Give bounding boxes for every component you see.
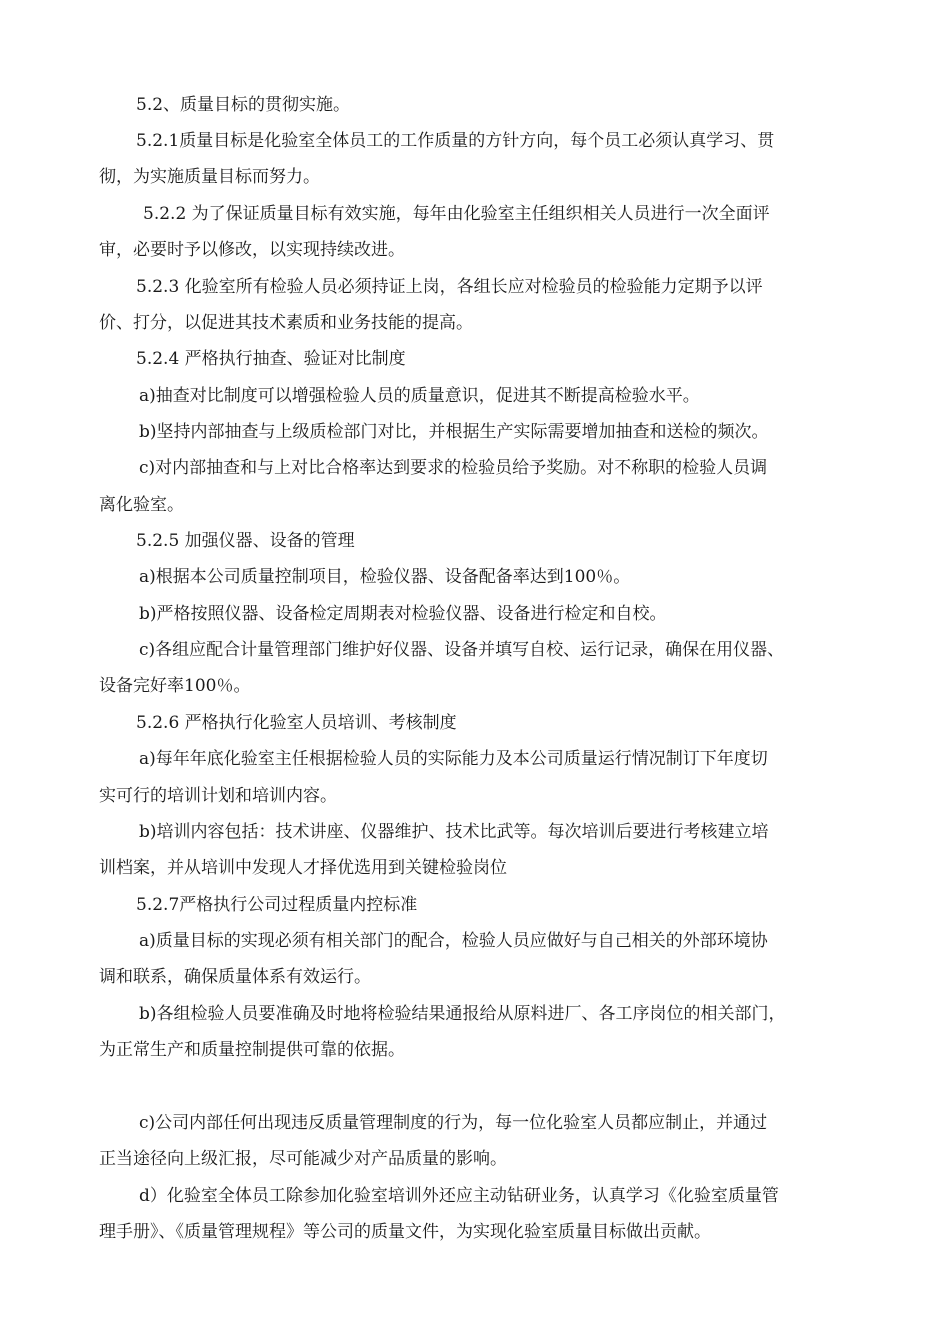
item-5-2-5-c-line-1: c)各组应配合计量管理部门维护好仪器、设备并填写自校、运行记录，确保在用仪器、 [139,640,785,660]
paragraph-5-2-1-line-1: 5.2.1质量目标是化验室全体员工的工作质量的方针方向，每个员工必须认真学习、贯 [136,131,775,151]
section-heading-5-2-7: 5.2.7严格执行公司过程质量内控标准 [136,895,418,915]
item-5-2-4-c-line-2: 离化验室。 [99,495,184,515]
paragraph-5-2-1-line-2: 彻，为实施质量目标而努力。 [99,167,320,187]
item-5-2-7-c-line-2: 正当途径向上级汇报，尽可能减少对产品质量的影响。 [99,1149,507,1169]
item-5-2-6-a-line-2: 实可行的培训计划和培训内容。 [99,786,337,806]
item-5-2-7-a-line-2: 调和联系，确保质量体系有效运行。 [99,967,371,987]
item-5-2-4-a: a)抽查对比制度可以增强检验人员的质量意识，促进其不断提高检验水平。 [139,386,700,406]
item-5-2-5-c-line-2: 设备完好率100％。 [99,676,251,696]
item-5-2-5-a: a)根据本公司质量控制项目，检验仪器、设备配备率达到100％。 [139,567,631,587]
paragraph-5-2-3-line-1: 5.2.3 化验室所有检验人员必须持证上岗，各组长应对检验员的检验能力定期予以评 [136,277,763,297]
item-5-2-7-b-line-2: 为正常生产和质量控制提供可靠的依据。 [99,1040,405,1060]
item-5-2-4-b: b)坚持内部抽查与上级质检部门对比，并根据生产实际需要增加抽查和送检的频次。 [139,422,769,442]
item-5-2-5-b: b)严格按照仪器、设备检定周期表对检验仪器、设备进行检定和自校。 [139,604,667,624]
paragraph-5-2-2-line-2: 审，必要时予以修改，以实现持续改进。 [99,240,405,260]
item-5-2-6-b-line-2: 训档案，并从培训中发现人才择优选用到关键检验岗位 [99,858,507,878]
paragraph-5-2-3-line-2: 价、打分，以促进其技术素质和业务技能的提高。 [99,313,473,333]
section-heading-5-2: 5.2、质量目标的贯彻实施。 [136,95,351,115]
section-heading-5-2-5: 5.2.5 加强仪器、设备的管理 [136,531,355,551]
paragraph-5-2-2-line-1: 5.2.2 为了保证质量目标有效实施，每年由化验室主任组织相关人员进行一次全面评 [143,204,770,224]
item-5-2-7-d-line-2: 理手册》、《质量管理规程》等公司的质量文件，为实现化验室质量目标做出贡献。 [99,1222,711,1242]
item-5-2-7-a-line-1: a)质量目标的实现必须有相关部门的配合，检验人员应做好与自己相关的外部环境协 [139,931,768,951]
item-5-2-6-a-line-1: a)每年年底化验室主任根据检验人员的实际能力及本公司质量运行情况制订下年度切 [139,749,768,769]
item-5-2-7-b-line-1: b)各组检验人员要准确及时地将检验结果通报给从原料进厂、各工序岗位的相关部门， [139,1004,786,1024]
section-heading-5-2-6: 5.2.6 严格执行化验室人员培训、考核制度 [136,713,457,733]
item-5-2-4-c-line-1: c)对内部抽查和与上对比合格率达到要求的检验员给予奖励。对不称职的检验人员调 [139,458,768,478]
section-heading-5-2-4: 5.2.4 严格执行抽查、验证对比制度 [136,349,406,369]
item-5-2-6-b-line-1: b)培训内容包括：技术讲座、仪器维护、技术比武等。每次培训后要进行考核建立培 [139,822,769,842]
item-5-2-7-d-line-1: d）化验室全体员工除参加化验室培训外还应主动钻研业务，认真学习《化验室质量管 [139,1186,779,1206]
item-5-2-7-c-line-1: c)公司内部任何出现违反质量管理制度的行为，每一位化验室人员都应制止，并通过 [139,1113,768,1133]
